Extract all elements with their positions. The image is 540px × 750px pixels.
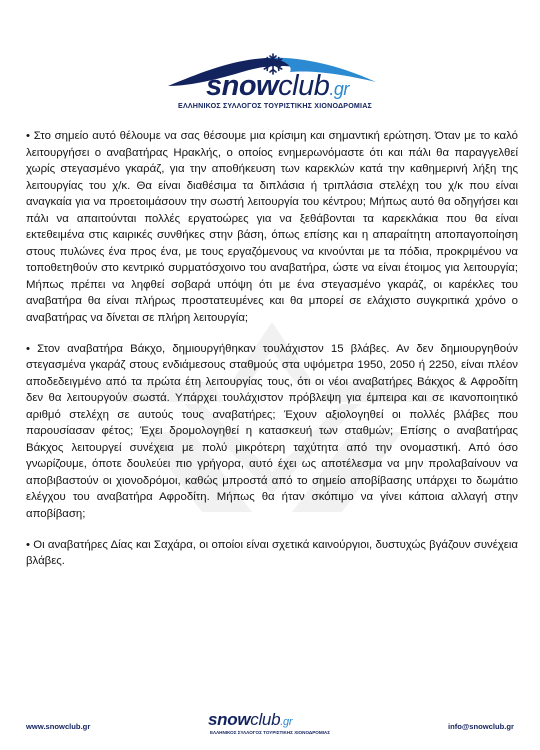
- header-logo: [162, 52, 384, 112]
- paragraph-2: • Στον αναβατήρα Βάκχο, δημιουργήθηκαν τουλάχιστον 15 βλάβες. Αν δεν δημιουργηθούν στεγασμένα γκαράζ στους ενδιάμεσους σταθμούς στα υψόμετρα 1950, 2050 ή 2250, είναι πλέον αποδεδειγμένο από τα πρώτα έτη λειτουργίας τους, ότι οι νέοι αναβατήρες Βάκχος & Αφροδίτη δεν θα λειτουργούν σωστά. Υπάρχει τουλάχιστον πρόβλεψη για έμπειρα και σε ικανοποιητικό αριθμό στελέχη σε αυτούς τους αναβατήρες; Έχουν αξιολογηθεί οι πολλές βλάβες που παρουσίασαν φέτος; Έχει δρομολογηθεί η κατασκευή των σταθμών; Επίσης ο αναβατήρας Βάκχος λειτουργεί συνέχεια με πολύ μικρότερη ταχύτητα από την ονομαστική. Από όσο γνωρίζουμε, όποτε δουλεύει πιο γρήγορα, αυτό έχει ως αποτέλεσμα να μην προλαβαίνουν να αποβιβαστούν οι χιονοδρόμοι, καθώς μπροστά από το σημείο αποβίβασης υπάρχει το δωμάτιο ελέγχου του αναβατήρα Αφροδίτη. Μήπως θα ήταν σκόπιμο να γίνει κάποια αλλαγή στην αποβίβαση;: [26, 342, 518, 521]
- footer-logo-word-snow: snow: [208, 710, 251, 729]
- paragraph-3: • Οι αναβατήρες Δίας και Σαχάρα, οι οποίοι είναι σχετικά καινούργιοι, δυστυχώς βγάζουν συνέχεια βλάβες.: [26, 538, 518, 568]
- footer-logo-word-tld: .gr: [280, 716, 293, 728]
- footer-logo: [200, 711, 340, 745]
- page-footer: [0, 706, 540, 750]
- footer-logo-word-club: club: [250, 710, 281, 729]
- footer-logo-tagline: ΕΛΛΗΝΙΚΟΣ ΣΥΛΛΟΓΟΣ ΤΟΥΡΙΣΤΙΚΗΣ ΧΙΟΝΟΔΡΟΜΙΑΣ: [209, 730, 331, 735]
- logo-tagline: ΕΛΛΗΝΙΚΟΣ ΣΥΛΛΟΓΟΣ ΤΟΥΡΙΣΤΙΚΗΣ ΧΙΟΝΟΔΡΟΜΙΑΣ: [178, 102, 372, 110]
- logo-word-snow: snow: [206, 70, 279, 102]
- logo-word-club: club: [278, 70, 330, 102]
- logo-wordmark: [206, 71, 349, 104]
- footer-email-link[interactable]: info@snowclub.gr: [447, 722, 514, 731]
- footer-logo-wordmark: [208, 711, 292, 731]
- logo-word-tld: .gr: [329, 79, 349, 99]
- document-body: [26, 128, 518, 570]
- footer-website-link[interactable]: www.snowclub.gr: [26, 722, 91, 731]
- paragraph-1: • Στο σημείο αυτό θέλουμε να σας θέσουμε μια κρίσιμη και σημαντική ερώτηση. Όταν με το καλό λειτουργήσει ο αναβατήρας Ηρακλής, ο οποίος ενημερωνόμαστε ότι και πάλι θα παραγγελθεί χωρίς στεγασμένο γκαράζ, για την αποθήκευση των καρεκλών κατά την καθημερινή λήξη της λειτουργίας του χ/κ. Θα είναι διαθέσιμα τα διπλάσια ή τριπλάσια στελέχη του χ/κ που είναι αναγκαία για να προετοιμάσουν την σωστή λειτουργία του κέντρου; Μήπως αυτό θα οδηγήσει και πάλι να απαιτούνται πολλές εργατοώρες για να ξεθάβονται τα καρεκλάκια που θα είναι εκτεθειμένα στις καιρικές συνθήκες στην βάση, όπως επίσης και η απαραίτητη αποπαγοποίηση στους πυλώνες ένα προς ένα, με τους εργαζόμενους να κινούνται με τα πόδια, προκριμένου να τοποθετηθούν στο κεντρικό συρματόσχοινο του αναβατήρα, ώστε να είναι έτοιμος για λειτουργία; Μήπως πρέπει να ληφθεί σοβαρά υπόψη ότι με ένα στεγασμένο γκαράζ, οι καρέκλες του αναβατήρα θα είναι πλήρως προστατευμένες και θα μπορεί σε ελάχιστο συγκριτικά χρόνο ο αναβατήρας να δίνεται σε πλήρη λειτουργία;: [26, 130, 518, 325]
